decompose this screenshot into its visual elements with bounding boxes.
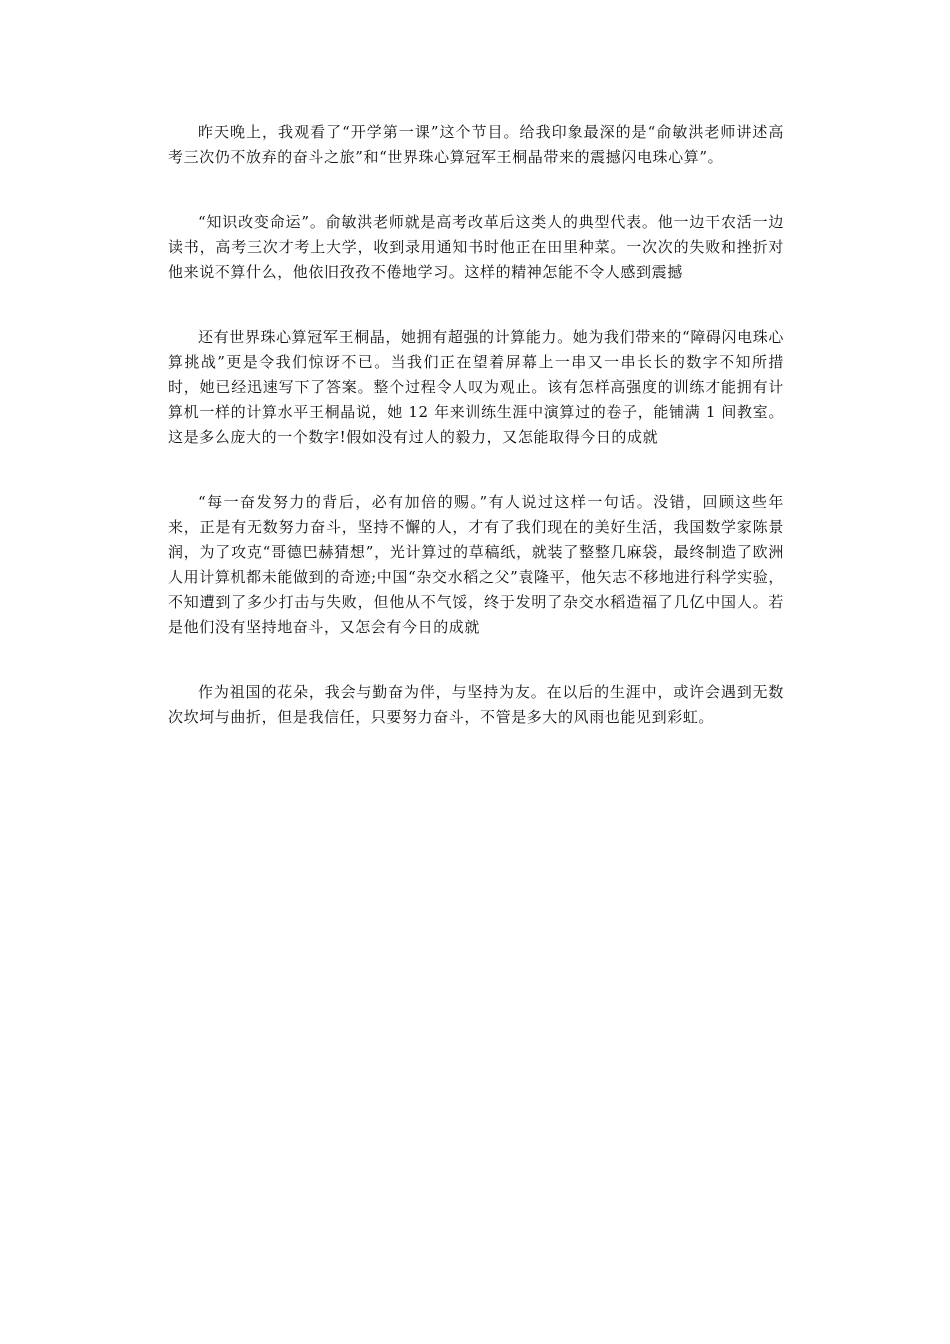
paragraph-2: “知识改变命运”。俞敏洪老师就是高考改革后这类人的典型代表。他一边干农活一边读书，高考三次才考上大学，收到录用通知书时他正在田里种菜。一次次的失败和挫折对他来说不算什么，他依旧孜孜不倦地学习。这样的精神怎能不令人感到震撼 [168, 213, 784, 281]
paragraph-4: “每一奋发努力的背后，必有加倍的赐。”有人说过这样一句话。没错，回顾这些年来，正是有无数努力奋斗，坚持不懈的人，才有了我们现在的美好生活，我国数学家陈景润，为了攻克“哥德巴赫猜想”，光计算过的草稿纸，就装了整整几麻袋，最终制造了欧洲人用计算机都未能做到的奇迹;中国“杂交水稻之父”袁隆平，他矢志不移地进行科学实验，不知遭到了多少打击与失败，但他从不气馁，终于发明了杂交水稻造福了几亿中国人。若是他们没有坚持地奋斗，又怎会有今日的成就 [168, 493, 784, 636]
paragraph-5: 作为祖国的花朵，我会与勤奋为伴，与坚持为友。在以后的生涯中，或许会遇到无数次坎坷与曲折，但是我信任，只要努力奋斗，不管是多大的风雨也能见到彩虹。 [168, 683, 784, 726]
paragraph-3: 还有世界珠心算冠军王桐晶，她拥有超强的计算能力。她为我们带来的“障碍闪电珠心算挑战”更是令我们惊讶不已。当我们正在望着屏幕上一串又一串长长的数字不知所措时，她已经迅速写下了答案。整个过程令人叹为观止。该有怎样高强度的训练才能拥有计算机一样的计算水平王桐晶说，她 12 年来训练生涯中演算过的卷子，能铺满 1 间教室。这是多么庞大的一个数字!假如没有过人的毅力，又怎能取得今日的成就 [168, 328, 784, 446]
paragraph-1: 昨天晚上，我观看了“开学第一课”这个节目。给我印象最深的是“俞敏洪老师讲述高考三次仍不放弃的奋斗之旅”和“世界珠心算冠军王桐晶带来的震撼闪电珠心算”。 [168, 123, 784, 166]
document-body [168, 120, 784, 770]
